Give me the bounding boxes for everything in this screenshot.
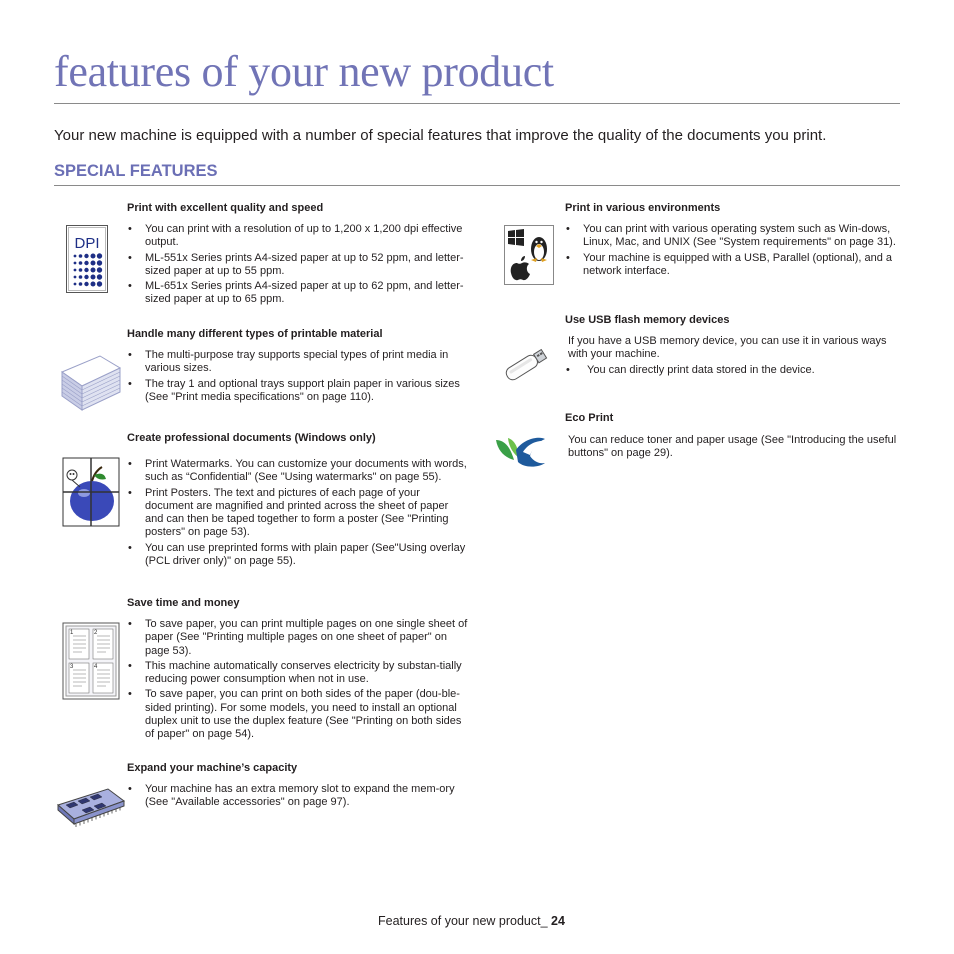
page-number-label: 1 (70, 630, 74, 636)
feature-heading: Expand your machine’s capacity (127, 762, 298, 774)
feature-bullets (127, 783, 469, 810)
paper-stack-icon (58, 352, 122, 417)
page-number-label: 2 (94, 630, 98, 636)
feature-printable-material (127, 328, 469, 406)
list-item: • The multi-purpose tray supports special types of print media in various sizes. (127, 349, 469, 376)
list-item: • Your machine has an extra memory slot to expand the mem-ory (See "Available accessories" on page 97). (127, 783, 469, 810)
memory-module-icon (56, 787, 126, 834)
list-item: • Print Watermarks. You can customize your documents with words, such as “Confidential” (See "Using watermarks" on page 55). (127, 458, 469, 485)
feature-expand-capacity (127, 762, 469, 812)
feature-heading: Save time and money (127, 597, 240, 609)
usb-drive-icon (500, 345, 550, 390)
multiple-pages-icon (62, 622, 120, 705)
section-heading: SPECIAL FEATURES (54, 162, 218, 180)
list-item: • ML-551x Series prints A4-sized paper at up to 52 ppm, and letter-sized paper at up to 55 ppm. (127, 252, 469, 279)
feature-save-time-money (127, 597, 469, 744)
feature-usb-flash (565, 314, 903, 379)
footer-page-number: 24 (551, 914, 565, 928)
feature-heading: Eco Print (565, 412, 614, 424)
feature-print-quality (127, 202, 469, 309)
page-footer (378, 914, 565, 928)
feature-bullets (565, 223, 903, 278)
list-item: • To save paper, you can print multiple pages on one single sheet of paper (See "Printing multiple pages on one sheet of paper" on page 53). (127, 618, 469, 658)
feature-text: If you have a USB memory device, you can use it in various ways with your machine. (568, 335, 887, 361)
list-item: • Print Posters. The text and pictures of each page of your document are magnified and printed across the sheet of paper and can then be taped together to form a poster (See "Printing posters" on page 53). (127, 487, 469, 540)
list-item: • You can print with various operating system such as Win-dows, Linux, Mac, and UNIX (See "System requirements" on page 31). (565, 223, 903, 250)
os-logos-icon (504, 225, 554, 290)
list-item: • Your machine is equipped with a USB, Parallel (optional), and a network interface. (565, 252, 903, 279)
feature-heading: Handle many different types of printable material (127, 328, 383, 340)
page-number-label: 4 (94, 664, 98, 670)
feature-bullets (127, 618, 469, 742)
feature-eco-print (565, 412, 903, 463)
list-item: • To save paper, you can print on both sides of the paper (dou-ble-sided printing). For some models, you need to install an optional duplex unit to use the duplex feature (See "Printing on both sides of paper" on page 54). (127, 688, 469, 741)
list-item: • ML-651x Series prints A4-sized paper at up to 62 ppm, and letter-sized paper at up to 65 ppm. (127, 280, 469, 307)
feature-bullets (127, 349, 469, 404)
feature-heading: Print in various environments (565, 202, 721, 214)
list-item: • You can directly print data stored in the device. (565, 364, 903, 377)
page-number-label: 3 (70, 664, 74, 670)
poster-apple-icon (62, 457, 120, 532)
list-item: • You can use preprinted forms with plain paper (See"Using overlay (PCL driver only)" on page 55). (127, 542, 469, 569)
feature-text: You can reduce toner and paper usage (See "Introducing the useful buttons" on page 29). (568, 434, 897, 460)
page-title: features of your new product (54, 47, 554, 96)
feature-heading: Create professional documents (Windows only) (127, 432, 376, 444)
feature-bullets (127, 458, 469, 568)
feature-professional-documents (127, 432, 469, 570)
eco-leaf-icon (494, 436, 546, 473)
feature-various-environments (565, 202, 903, 280)
dpi-icon (66, 225, 108, 298)
feature-bullets (565, 364, 903, 377)
list-item: • You can print with a resolution of up to 1,200 x 1,200 dpi effective output. (127, 223, 469, 250)
list-item: • This machine automatically conserves electricity by substan-tially reducing power consumption when not in use. (127, 660, 469, 687)
feature-heading: Use USB flash memory devices (565, 314, 730, 326)
feature-bullets (127, 223, 469, 307)
dpi-icon-label: DPI (74, 235, 100, 252)
section-rule (54, 185, 900, 186)
feature-heading: Print with excellent quality and speed (127, 202, 324, 214)
list-item: • The tray 1 and optional trays support plain paper in various sizes (See "Print media specifications" on page 110). (127, 378, 469, 405)
title-rule (54, 103, 900, 104)
footer-label: Features of your new product_ (378, 914, 548, 928)
intro-text: Your new machine is equipped with a number of special features that improve the quality of the documents you print. (54, 127, 827, 144)
